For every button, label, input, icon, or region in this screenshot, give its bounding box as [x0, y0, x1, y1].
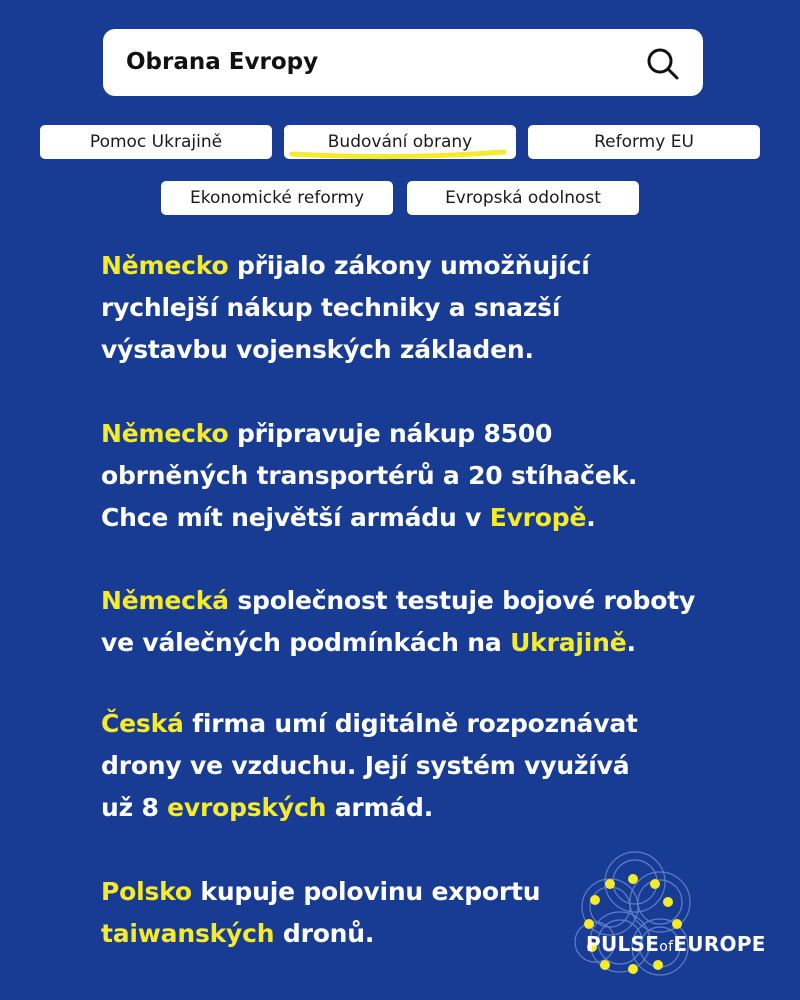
paragraph-2	[101, 413, 741, 539]
logo-post: EUROPE	[673, 932, 766, 956]
text-segment: firma umí digitálně rozpoznávat	[183, 709, 638, 738]
paragraph-line	[101, 580, 741, 622]
text-segment: .	[626, 628, 636, 657]
text-segment: dronů.	[274, 919, 375, 948]
text-segment: ve válečných podmínkách na	[101, 628, 511, 657]
text-segment: společnost testuje bojové roboty	[228, 586, 696, 615]
tab-label: Ekonomické reformy	[189, 188, 365, 208]
text-segment: rychlejší nákup techniky a snazší	[101, 293, 561, 322]
tab-label: Budování obrany	[327, 132, 473, 152]
paragraph-line	[101, 329, 741, 371]
paragraph-3	[101, 580, 741, 664]
highlighted-term: Německo	[101, 419, 229, 448]
pulse-of-europe-logo-text	[586, 932, 766, 956]
tab-label: Evropská odolnost	[445, 188, 601, 208]
paragraph-line	[101, 245, 741, 287]
paragraph-line	[101, 497, 741, 539]
text-segment: přijalo zákony umožňující	[228, 251, 590, 280]
text-segment: Chce mít největší armádu v	[101, 503, 490, 532]
paragraph-line	[101, 745, 741, 787]
text-segment: drony ve vzduchu. Její systém využívá	[101, 751, 630, 780]
search-query[interactable]: Obrana Evropy	[126, 49, 319, 75]
paragraph-line	[101, 455, 741, 497]
tab-label: Reformy EU	[594, 132, 694, 152]
highlighted-term: Česká	[101, 709, 184, 738]
pulse-of-europe-logo-graphic	[565, 847, 725, 982]
highlighted-term: taiwanských	[101, 919, 275, 948]
highlighted-term: evropských	[167, 793, 327, 822]
logo-pre: PULSE	[586, 932, 660, 956]
highlighted-term: Polsko	[101, 877, 192, 906]
highlighted-term: Evropě	[489, 503, 587, 532]
text-segment: kupuje polovinu exportu	[191, 877, 541, 906]
paragraph-line	[101, 703, 741, 745]
paragraph-line	[101, 787, 741, 829]
paragraph-line	[101, 413, 741, 455]
text-segment: obrněných transportérů a 20 stíhaček.	[101, 461, 638, 490]
search-icon[interactable]	[643, 44, 683, 84]
active-tab-underline	[288, 146, 508, 160]
highlighted-term: Německá	[101, 586, 229, 615]
logo-of: of	[659, 939, 674, 955]
text-segment: výstavbu vojenských základen.	[101, 335, 534, 364]
text-segment: už 8	[101, 793, 168, 822]
text-segment: armád.	[326, 793, 434, 822]
paragraph-line	[101, 287, 741, 329]
tab-pomoc-ukrajine[interactable]	[40, 125, 272, 159]
tab-ekonomicke-reformy[interactable]	[161, 181, 393, 215]
paragraph-line	[101, 622, 741, 664]
tab-reformy-eu[interactable]	[528, 125, 760, 159]
highlighted-term: Německo	[101, 251, 229, 280]
tab-evropska-odolnost[interactable]	[407, 181, 639, 215]
paragraph-4	[101, 703, 741, 829]
paragraph-1	[101, 245, 741, 371]
tab-label: Pomoc Ukrajině	[89, 132, 223, 152]
text-segment: připravuje nákup 8500	[228, 419, 553, 448]
highlighted-term: Ukrajině	[510, 628, 627, 657]
search-bar[interactable]	[103, 29, 703, 96]
text-segment: .	[586, 503, 596, 532]
